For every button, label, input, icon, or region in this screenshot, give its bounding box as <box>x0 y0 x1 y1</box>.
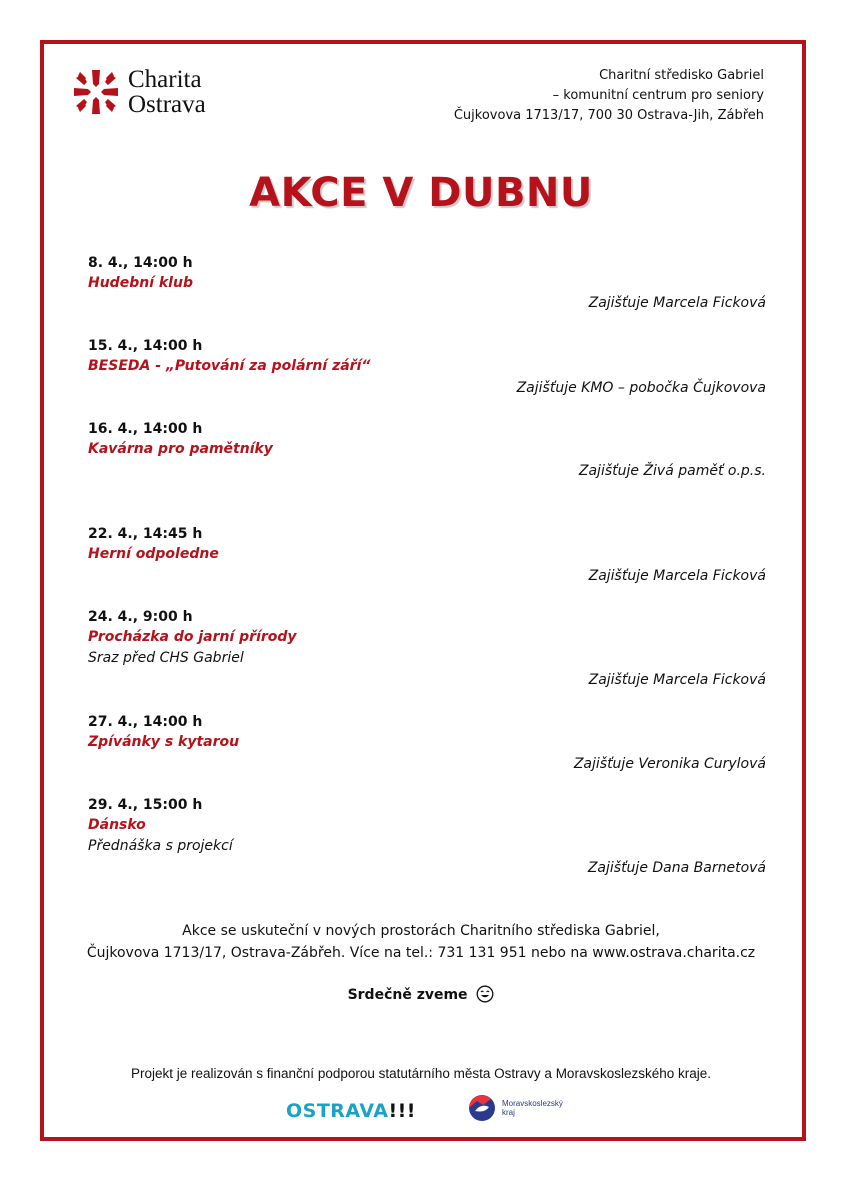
msk-emblem-icon <box>465 1093 499 1123</box>
venue-info <box>0 920 842 964</box>
event-name: BESEDA - „Putování za polární září“ <box>88 358 371 374</box>
charita-cross-icon <box>70 66 122 118</box>
ostrava-logo-bang: !!! <box>388 1100 416 1122</box>
ostrava-logo-text: OSTRAVA <box>286 1100 389 1122</box>
ostrava-logo <box>286 1100 416 1122</box>
event-organizer: Zajišťuje Marcela Ficková <box>588 295 766 311</box>
event-item <box>88 336 768 377</box>
event-note: Přednáška s projekcí <box>88 838 233 854</box>
invitation <box>0 984 842 1006</box>
event-date: 16. 4., 14:00 h <box>88 421 203 437</box>
org-name: Charitní středisko Gabriel <box>599 68 764 83</box>
event-item <box>88 253 768 294</box>
event-name: Zpívánky s kytarou <box>88 734 240 750</box>
event-date: 24. 4., 9:00 h <box>88 609 193 625</box>
msk-line-1: Moravskoslezský <box>502 1099 563 1108</box>
event-organizer: Zajišťuje Živá paměť o.p.s. <box>578 463 766 479</box>
funding-note: Projekt je realizován s finanční podporou statutárního města Ostravy a Moravskoslezského kraje. <box>130 1066 712 1081</box>
venue-info-line-1: Akce se uskuteční v nových prostorách Charitního střediska Gabriel, <box>182 923 660 939</box>
event-date: 8. 4., 14:00 h <box>88 255 193 271</box>
logo-line-2: Ostrava <box>128 91 206 118</box>
event-date: 29. 4., 15:00 h <box>88 797 203 813</box>
organization-address <box>454 66 764 126</box>
event-item <box>88 607 768 669</box>
moravskoslezsky-kraj-logo <box>465 1093 563 1123</box>
event-organizer: Zajišťuje KMO – pobočka Čujkovova <box>516 380 766 396</box>
event-date: 27. 4., 14:00 h <box>88 714 203 730</box>
event-name: Hudební klub <box>88 275 193 291</box>
page-title: AKCE V DUBNU <box>249 170 593 216</box>
event-item <box>88 795 768 857</box>
event-organizer: Zajišťuje Marcela Ficková <box>588 672 766 688</box>
event-note: Sraz před CHS Gabriel <box>88 650 244 666</box>
msk-line-2: kraj <box>502 1108 515 1117</box>
event-item <box>88 524 768 565</box>
venue-info-line-2: Čujkovova 1713/17, Ostrava-Zábřeh. Více na tel.: 731 131 951 nebo na www.ostrava.charita.cz <box>86 945 756 961</box>
org-address: Čujkovova 1713/17, 700 30 Ostrava-Jih, Zábřeh <box>453 108 764 123</box>
event-date: 15. 4., 14:00 h <box>88 338 203 354</box>
event-name: Kavárna pro pamětníky <box>88 441 273 457</box>
event-organizer: Zajišťuje Marcela Ficková <box>588 568 766 584</box>
smiley-icon <box>476 985 494 1003</box>
event-name: Herní odpoledne <box>88 546 219 562</box>
event-organizer: Zajišťuje Veronika Curylová <box>573 756 766 772</box>
invitation-text: Srdečně zveme <box>347 987 468 1003</box>
org-subtitle: – komunitní centrum pro seniory <box>552 88 764 103</box>
event-item <box>88 712 768 753</box>
event-name: Dánsko <box>88 817 146 833</box>
event-organizer: Zajišťuje Dana Barnetová <box>587 860 766 876</box>
event-name: Procházka do jarní přírody <box>88 629 297 645</box>
event-item <box>88 419 768 460</box>
charita-logo <box>70 66 206 118</box>
logo-line-1: Charita <box>128 66 202 93</box>
event-date: 22. 4., 14:45 h <box>88 526 203 542</box>
